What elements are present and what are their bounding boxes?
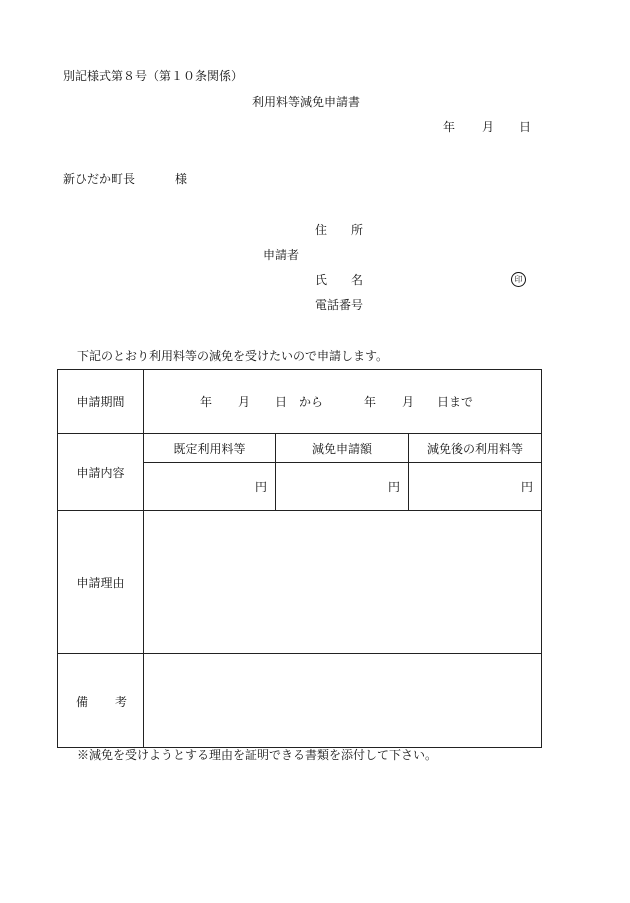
date-month-label: 月	[482, 120, 495, 134]
period-value-cell	[144, 370, 542, 434]
form-title: 利用料等減免申請書	[252, 95, 361, 109]
name-label-part1: 氏	[315, 273, 328, 287]
period-day1: 日	[275, 395, 288, 409]
column-reduction-amount: 減免申請額	[276, 434, 409, 463]
seal-mark: 印	[511, 272, 526, 287]
period-month2: 月	[402, 395, 415, 409]
application-table	[57, 369, 542, 748]
address-label-part2: 所	[351, 223, 364, 237]
remarks-label-part2: 考	[115, 694, 128, 709]
recipient-honorific: 様	[175, 172, 188, 186]
period-from: から	[299, 395, 324, 409]
content-header-row	[58, 434, 542, 463]
reduction-amount-yen: 円	[276, 463, 409, 511]
phone-label: 電話番号	[315, 298, 364, 312]
intro-text: 下記のとおり利用料等の減免を受けたいので申請します。	[77, 349, 389, 363]
standard-fee-yen: 円	[144, 463, 276, 511]
reason-label: 申請理由	[58, 511, 144, 653]
reason-row	[58, 511, 542, 653]
date-day-label: 日	[519, 120, 532, 134]
period-year2: 年	[364, 395, 377, 409]
name-label-part2: 名	[351, 273, 364, 287]
address-label-part1: 住	[315, 223, 328, 237]
date-year-label: 年	[443, 120, 456, 134]
period-label: 申請期間	[58, 370, 144, 434]
column-fee-after-reduction: 減免後の利用料等	[409, 434, 542, 463]
applicant-label: 申請者	[263, 248, 300, 262]
period-month1: 月	[238, 395, 251, 409]
recipient-name: 新ひだか町長	[63, 172, 136, 186]
attachment-note: ※減免を受けようとする理由を証明できる書類を添付して下さい。	[77, 748, 438, 762]
period-until: 日まで	[437, 395, 474, 409]
column-standard-fee: 既定利用料等	[144, 434, 276, 463]
remarks-label	[58, 653, 144, 747]
remarks-field[interactable]	[144, 653, 542, 747]
period-year1: 年	[200, 395, 213, 409]
period-row	[58, 370, 542, 434]
remarks-label-part1: 備	[76, 694, 89, 709]
remarks-row	[58, 653, 542, 747]
form-number: 別記様式第８号（第１０条関係）	[63, 69, 244, 83]
fee-after-reduction-yen: 円	[409, 463, 542, 511]
reason-field[interactable]	[144, 511, 542, 653]
content-label: 申請内容	[58, 434, 144, 511]
